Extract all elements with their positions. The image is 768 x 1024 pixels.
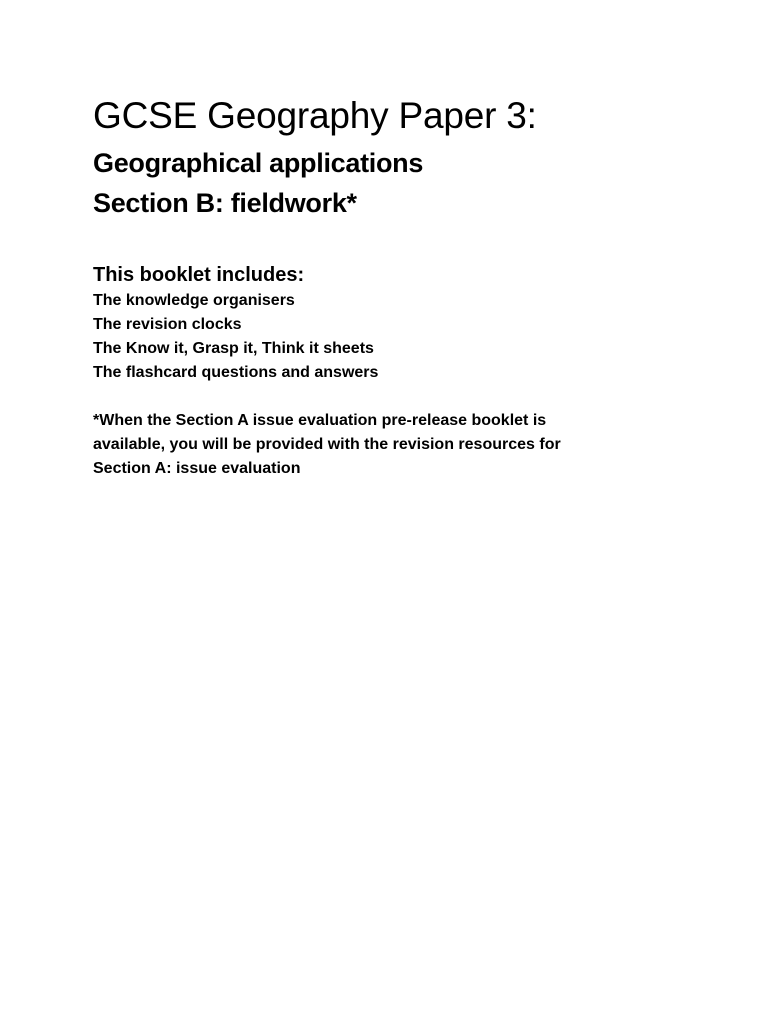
document-subtitle-applications: Geographical applications	[93, 148, 424, 178]
includes-list	[93, 289, 733, 385]
document-subtitle-section-b: Section B: fieldwork*	[93, 188, 357, 218]
includes-item-know-grasp-think-sheets: The Know it, Grasp it, Think it sheets	[93, 340, 374, 357]
document-page	[93, 92, 733, 481]
section-a-note-line-1: *When the Section A issue evaluation pre-release booklet is	[93, 412, 547, 429]
includes-item-knowledge-organisers: The knowledge organisers	[93, 292, 295, 309]
document-title: GCSE Geography Paper 3:	[93, 95, 537, 136]
includes-item-revision-clocks: The revision clocks	[93, 316, 242, 333]
includes-item-flashcards: The flashcard questions and answers	[93, 364, 379, 381]
section-a-note-line-3: Section A: issue evaluation	[93, 460, 301, 477]
includes-heading: This booklet includes:	[93, 264, 305, 286]
section-a-note	[93, 409, 653, 481]
section-a-note-line-2: available, you will be provided with the revision resources for	[93, 436, 561, 453]
